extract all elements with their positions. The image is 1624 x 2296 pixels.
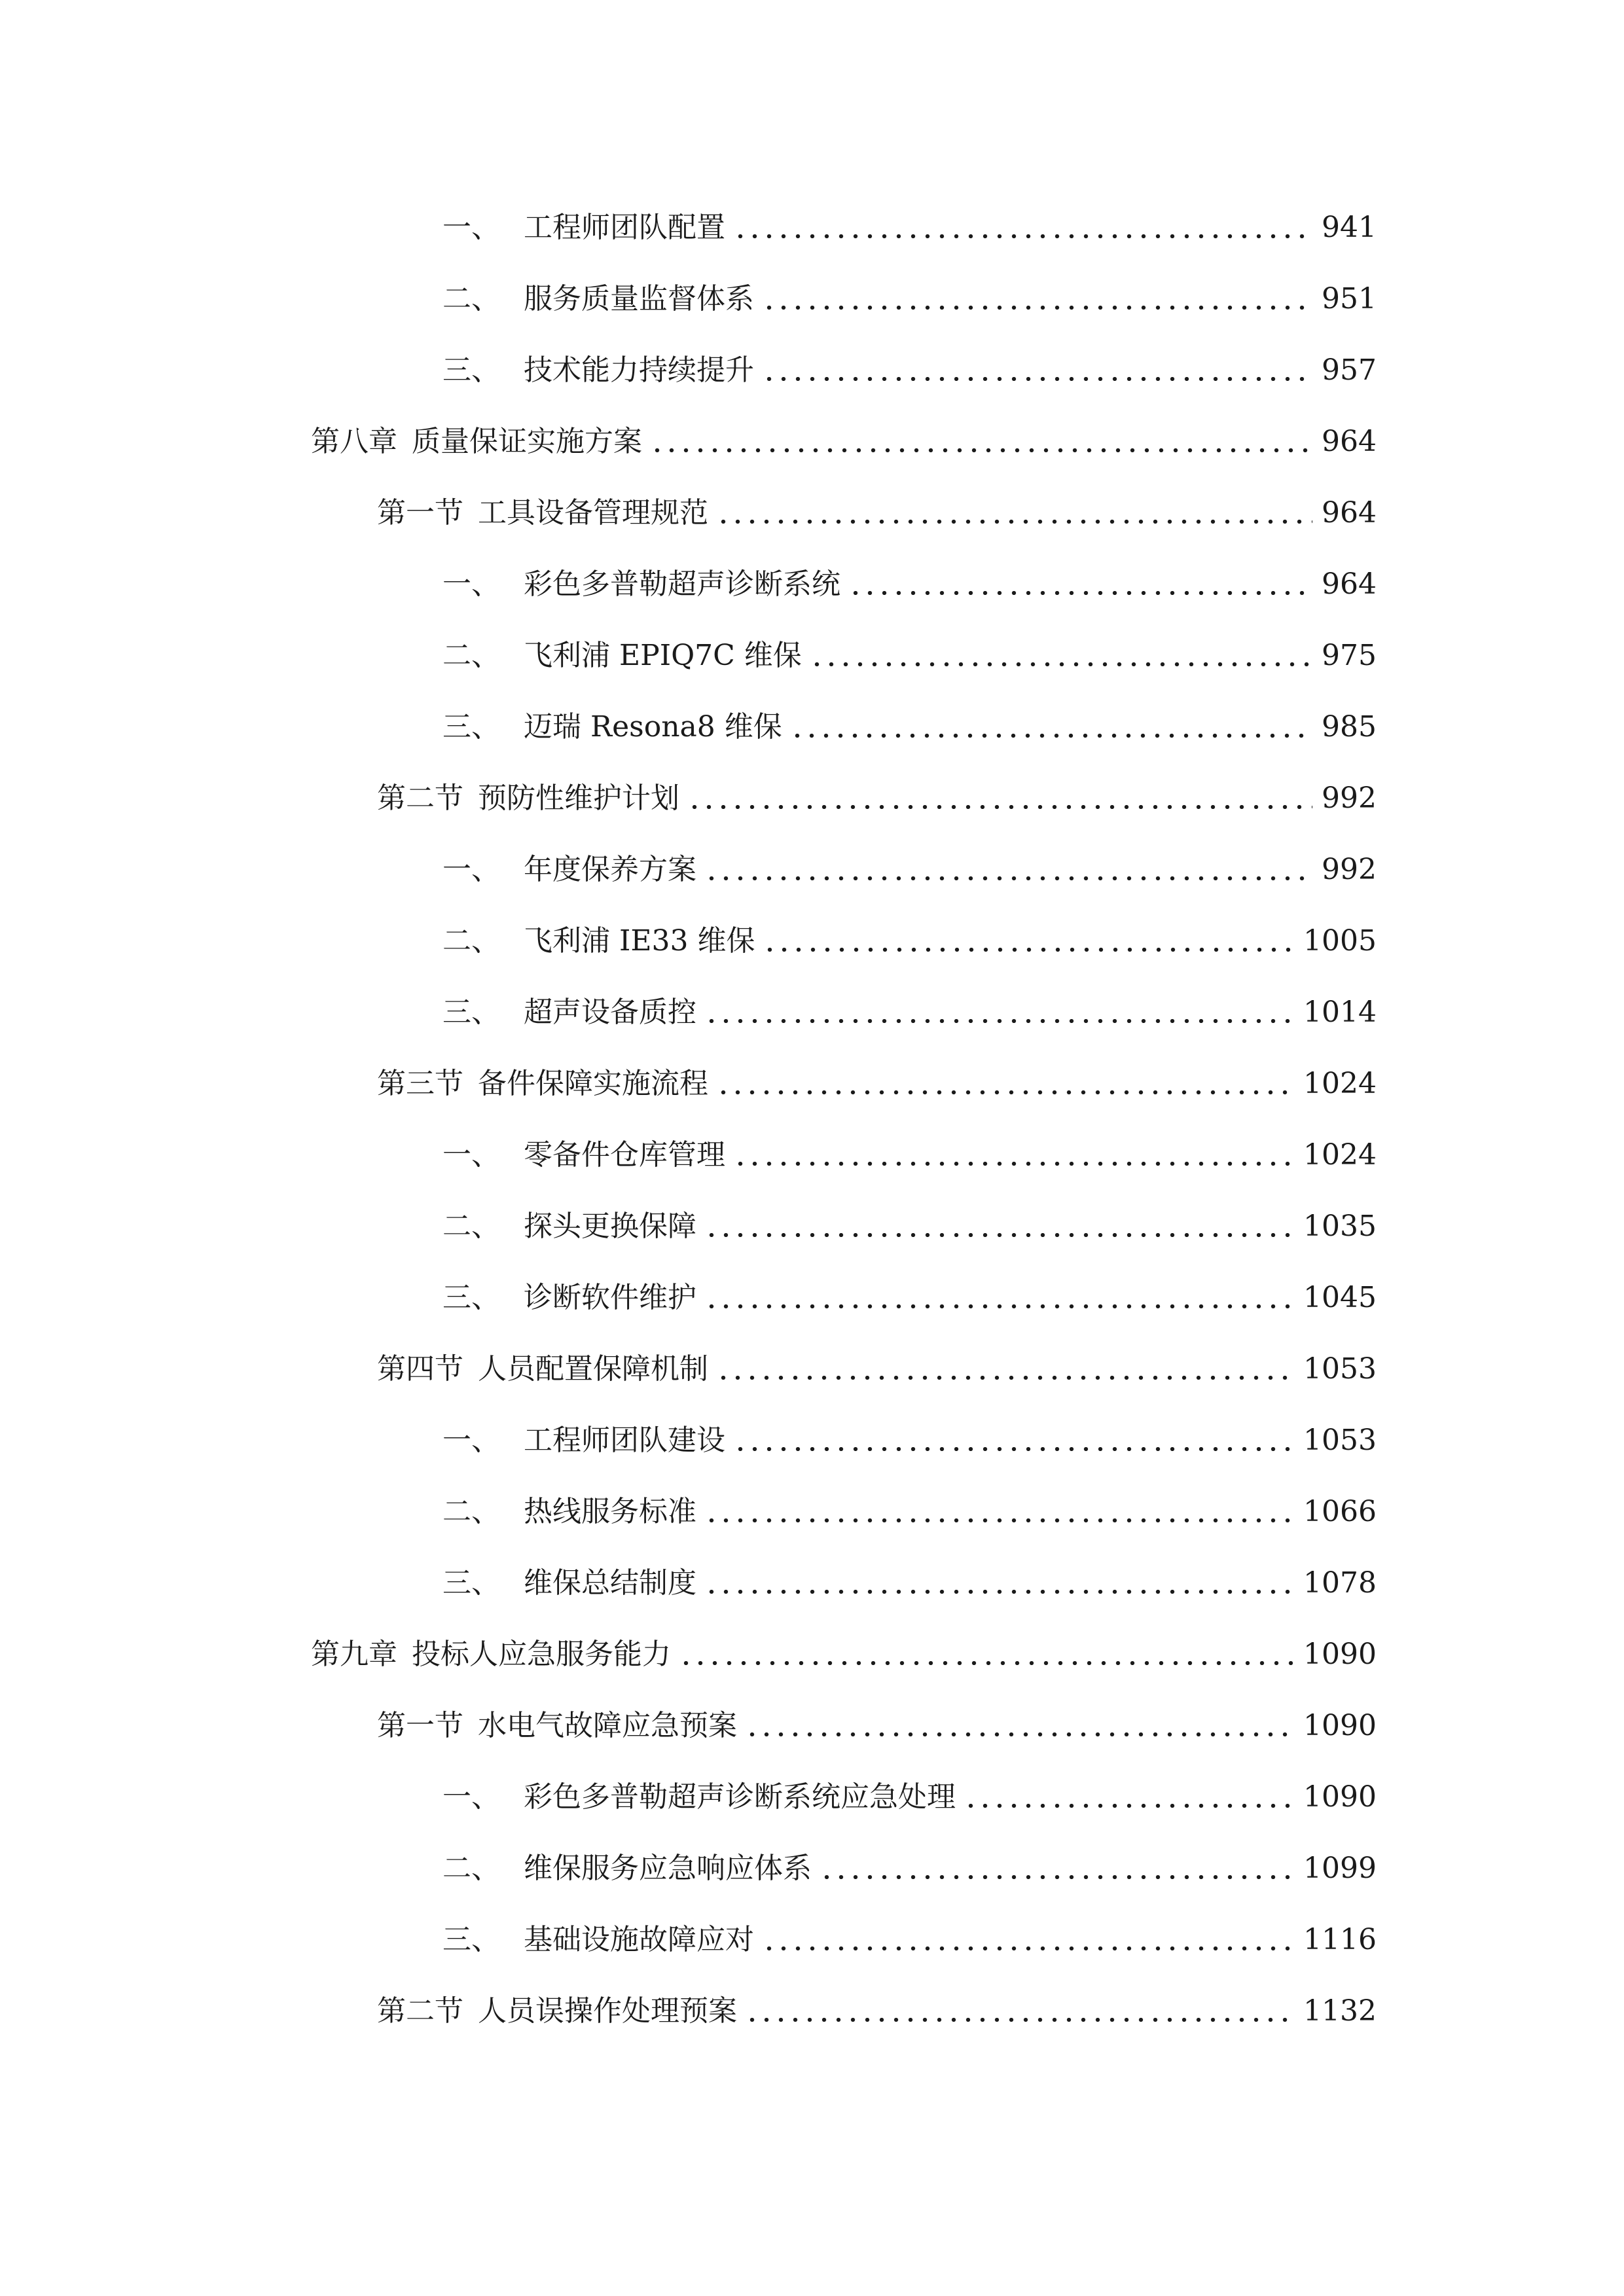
dot-leader [733, 1162, 1294, 1166]
toc-entry[interactable] [442, 270, 1377, 329]
toc-entry-page: 1066 [1303, 1495, 1377, 1528]
toc-entry-page: 1014 [1303, 996, 1377, 1029]
toc-entry-page: 941 [1322, 211, 1377, 244]
toc-entry-number: 一、 [442, 1424, 500, 1457]
toc-entry-number: 第一节 [377, 496, 463, 529]
toc-entry[interactable] [442, 1411, 1377, 1470]
toc-entry-number: 二、 [442, 924, 500, 958]
toc-entry-number: 三、 [442, 353, 500, 387]
dot-leader [763, 948, 1294, 952]
toc-entry-page: 1024 [1303, 1138, 1377, 1172]
toc-entry-page: 964 [1322, 496, 1377, 529]
toc-entry-page: 957 [1322, 353, 1377, 387]
toc-entry-title: 工具设备管理规范 [478, 496, 708, 529]
toc-entry-number: 三、 [442, 996, 500, 1029]
dot-leader [704, 1304, 1294, 1308]
toc-entry-title: 服务质量监督体系 [524, 282, 754, 315]
dot-leader [964, 1804, 1294, 1808]
toc-entry-number: 第九章 [311, 1638, 397, 1671]
toc-entry-number: 二、 [442, 1495, 500, 1528]
dot-leader [762, 1946, 1294, 1950]
toc-entry-title: 年度保养方案 [524, 853, 696, 886]
toc-entry[interactable] [442, 1554, 1377, 1613]
toc-entry-number: 二、 [442, 639, 500, 672]
toc-entry-title: 工程师团队配置 [524, 211, 725, 244]
dot-leader [704, 1233, 1294, 1237]
toc-entry-number: 第三节 [377, 1067, 463, 1100]
dot-leader [716, 1090, 1294, 1094]
toc-entry-page: 1024 [1303, 1067, 1377, 1100]
toc-entry[interactable] [442, 912, 1377, 971]
toc-entry-title: 热线服务标准 [524, 1495, 696, 1528]
toc-entry[interactable] [442, 198, 1377, 257]
toc-entry-title: 水电气故障应急预案 [478, 1709, 737, 1742]
dot-leader [704, 1590, 1294, 1594]
dot-leader [704, 876, 1312, 880]
toc-entry-number: 第八章 [311, 425, 397, 458]
toc-entry-title: 投标人应急服务能力 [412, 1638, 671, 1671]
toc-entry[interactable] [442, 1197, 1377, 1256]
toc-entry-number: 第二节 [377, 781, 463, 815]
dot-leader [820, 1875, 1294, 1879]
toc-entry-page: 1090 [1303, 1709, 1377, 1742]
dot-leader [733, 234, 1312, 238]
toc-entry-title: 预防性维护计划 [478, 781, 679, 815]
dot-leader [810, 662, 1312, 666]
toc-entry-page: 1116 [1303, 1923, 1377, 1956]
toc-entry-number: 二、 [442, 1210, 500, 1243]
toc-entry-page: 1090 [1303, 1638, 1377, 1671]
toc-entry[interactable] [442, 1482, 1377, 1541]
toc-entry-page: 1053 [1303, 1352, 1377, 1386]
toc-entry-page: 1005 [1303, 924, 1377, 958]
toc-entry-section[interactable] [377, 1054, 1377, 1113]
toc-entry-title: 技术能力持续提升 [524, 353, 754, 387]
toc-entry[interactable] [442, 1768, 1377, 1827]
toc-entry-title: 飞利浦 IE33 维保 [524, 924, 755, 958]
toc-entry-title: 彩色多普勒超声诊断系统 [524, 567, 840, 601]
toc-entry-page: 1078 [1303, 1566, 1377, 1600]
toc-entry-title: 质量保证实施方案 [412, 425, 642, 458]
dot-leader [650, 448, 1312, 452]
toc-entry-title: 备件保障实施流程 [478, 1067, 708, 1100]
toc-entry[interactable] [442, 341, 1377, 400]
toc-entry-number: 二、 [442, 282, 500, 315]
toc-entry-number: 一、 [442, 1138, 500, 1172]
dot-leader [704, 1518, 1294, 1522]
toc-entry[interactable] [442, 983, 1377, 1042]
toc-entry-page: 975 [1322, 639, 1377, 672]
toc-entry-section[interactable] [377, 1696, 1377, 1755]
toc-entry-number: 一、 [442, 567, 500, 601]
dot-leader [687, 805, 1312, 809]
dot-leader [762, 306, 1312, 310]
dot-leader [762, 377, 1312, 381]
dot-leader [704, 1019, 1294, 1023]
toc-entry-number: 第二节 [377, 1994, 463, 2028]
toc-entry-page: 1053 [1303, 1424, 1377, 1457]
toc-entry-title: 工程师团队建设 [524, 1424, 725, 1457]
toc-entry[interactable] [442, 698, 1377, 757]
toc-entry-page: 1035 [1303, 1210, 1377, 1243]
toc-entry-section[interactable] [377, 484, 1377, 543]
dot-leader [733, 1447, 1294, 1451]
toc-entry-number: 三、 [442, 1281, 500, 1314]
toc-entry-page: 1132 [1303, 1994, 1377, 2028]
dot-leader [848, 591, 1312, 595]
toc-entry-page: 992 [1322, 853, 1377, 886]
toc-entry[interactable] [442, 1910, 1377, 1969]
toc-entry[interactable] [442, 1268, 1377, 1327]
dot-leader [679, 1661, 1294, 1665]
toc-entry-section[interactable] [377, 1340, 1377, 1399]
toc-entry-number: 一、 [442, 853, 500, 886]
toc-entry-title: 飞利浦 EPIQ7C 维保 [524, 639, 802, 672]
toc-entry-title: 维保服务应急响应体系 [524, 1852, 812, 1885]
toc-entry[interactable] [442, 626, 1377, 685]
toc-entry-number: 一、 [442, 211, 500, 244]
toc-entry-number: 一、 [442, 1780, 500, 1814]
toc-entry-title: 彩色多普勒超声诊断系统应急处理 [524, 1780, 956, 1814]
toc-entry-page: 1045 [1303, 1281, 1377, 1314]
toc-entry-number: 三、 [442, 1566, 500, 1600]
toc-entry-number: 三、 [442, 1923, 500, 1956]
toc-entry[interactable] [442, 1126, 1377, 1185]
toc-entry-number: 二、 [442, 1852, 500, 1885]
toc-entry[interactable] [442, 1839, 1377, 1898]
toc-entry-title: 零备件仓库管理 [524, 1138, 725, 1172]
dot-leader [716, 1376, 1294, 1380]
dot-leader [790, 734, 1312, 738]
toc-entry-title: 维保总结制度 [524, 1566, 696, 1600]
dot-leader [745, 1732, 1294, 1736]
toc-entry-page: 951 [1322, 282, 1377, 315]
toc-entry-number: 第四节 [377, 1352, 463, 1386]
toc-entry-page: 985 [1322, 710, 1377, 744]
toc-entry-number: 第一节 [377, 1709, 463, 1742]
toc-entry-page: 992 [1322, 781, 1377, 815]
toc-entry-title: 探头更换保障 [524, 1210, 696, 1243]
toc-entry-section[interactable] [377, 1982, 1377, 2041]
toc-entry-title: 诊断软件维护 [524, 1281, 696, 1314]
toc-entry-page: 964 [1322, 425, 1377, 458]
toc-entry-chapter[interactable] [311, 412, 1377, 471]
toc-entry-title: 人员误操作处理预案 [478, 1994, 737, 2028]
toc-entry-title: 基础设施故障应对 [524, 1923, 754, 1956]
toc-entry-page: 1090 [1303, 1780, 1377, 1814]
dot-leader [716, 520, 1312, 524]
toc-entry-chapter[interactable] [311, 1625, 1377, 1684]
toc-entry-title: 人员配置保障机制 [478, 1352, 708, 1386]
toc-entry-title: 迈瑞 Resona8 维保 [524, 710, 782, 744]
toc-entry[interactable] [442, 555, 1377, 614]
dot-leader [745, 2018, 1294, 2022]
toc-entry-page: 964 [1322, 567, 1377, 601]
toc-entry-number: 三、 [442, 710, 500, 744]
toc-entry-title: 超声设备质控 [524, 996, 696, 1029]
toc-entry[interactable] [442, 840, 1377, 899]
toc-entry-page: 1099 [1303, 1852, 1377, 1885]
toc-entry-section[interactable] [377, 769, 1377, 828]
